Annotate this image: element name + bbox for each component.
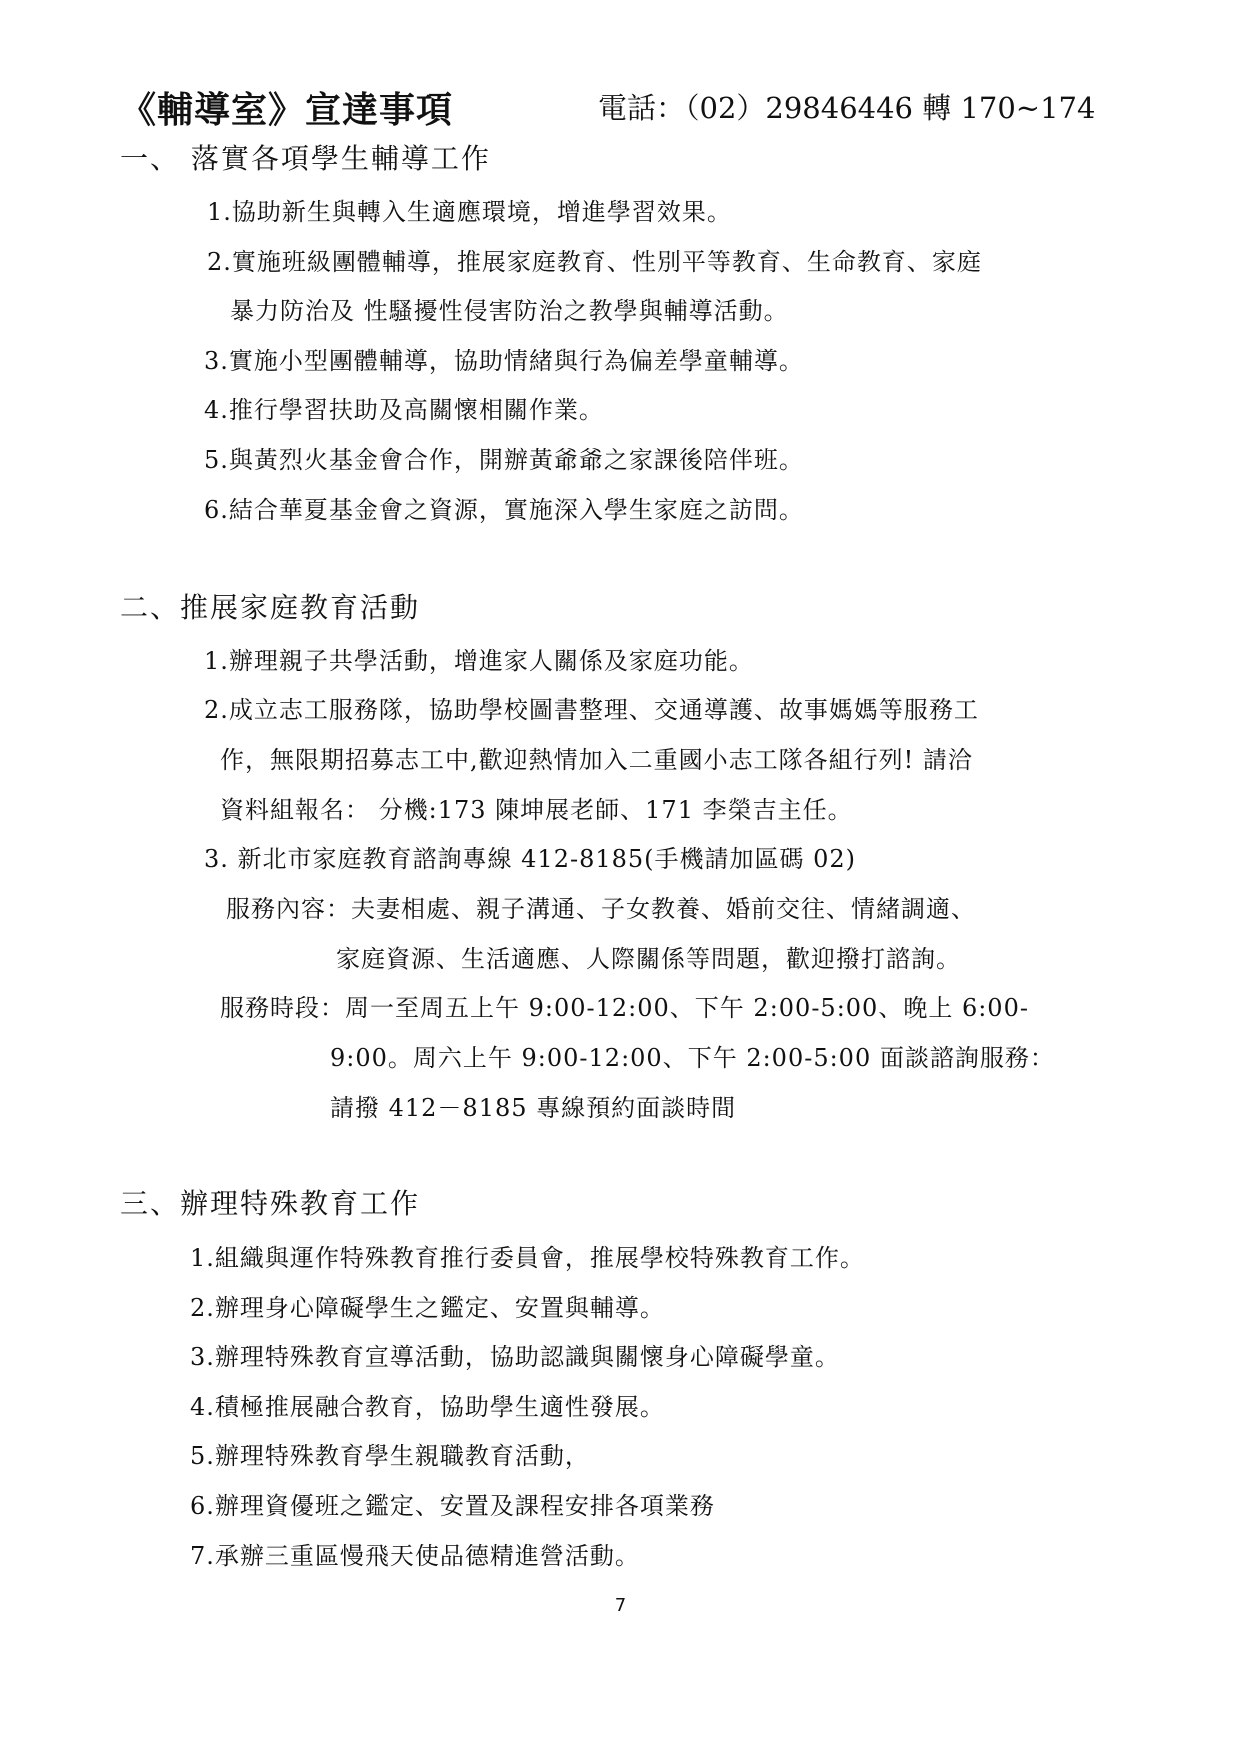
section-1-line-6: 5.與黃烈火基金會合作，開辦黃爺爺之家課後陪伴班。 (204, 446, 804, 474)
section-1-line-3: 暴力防治及 性騷擾性侵害防治之教學與輔導活動。 (230, 297, 789, 325)
section-1-line-5: 4.推行學習扶助及高關懷相關作業。 (204, 396, 604, 424)
section-1-line-1: 1.協助新生與轉入生適應環境，增進學習效果。 (207, 198, 732, 226)
section-1-line-7: 6.結合華夏基金會之資源，實施深入學生家庭之訪問。 (204, 496, 804, 524)
section-3-line-3: 3.辦理特殊教育宣導活動，協助認識與關懷身心障礙學童。 (190, 1343, 840, 1371)
section-2-line-1: 1.辦理親子共學活動，增進家人關係及家庭功能。 (204, 647, 754, 675)
section-heading-2: 二、推展家庭教育活動 (120, 591, 421, 624)
section-heading-3: 三、辦理特殊教育工作 (120, 1187, 421, 1220)
section-2-line-8: 服務時段：周一至周五上午 9:00-12:00、下午 2:00-5:00、晚上 6:00- (220, 994, 1029, 1022)
page-number: 7 (614, 1595, 627, 1616)
section-2-line-9: 9:00。周六上午 9:00-12:00、下午 2:00-5:00 面談諮詢服務： (330, 1044, 1055, 1072)
section-1-line-2: 2.實施班級團體輔導，推展家庭教育、性別平等教育、生命教育、家庭 (207, 248, 982, 276)
section-2-line-4: 資料組報名： 分機:173 陳坤展老師、171 李榮吉主任。 (220, 796, 853, 824)
section-2-line-5: 3. 新北市家庭教育諮詢專線 412-8185(手機請加區碼 02) (204, 845, 857, 873)
section-3-line-7: 7.承辦三重區慢飛天使品德精進營活動。 (190, 1542, 640, 1570)
section-2-line-2: 2.成立志工服務隊，協助學校圖書整理、交通導護、故事媽媽等服務工 (204, 696, 979, 724)
section-2-line-3: 作，無限期招募志工中,歡迎熱情加入二重國小志工隊各組行列! 請洽 (220, 746, 973, 774)
section-3-line-6: 6.辦理資優班之鑑定、安置及課程安排各項業務 (190, 1492, 715, 1520)
section-3-line-5: 5.辦理特殊教育學生親職教育活動， (190, 1442, 590, 1470)
section-3-line-4: 4.積極推展融合教育，協助學生適性發展。 (190, 1393, 665, 1421)
phone-number: 電話：（02）29846446 轉 170~174 (598, 91, 1096, 125)
section-2-line-10: 請撥 412－8185 專線預約面談時間 (330, 1094, 737, 1122)
section-1-line-4: 3.實施小型團體輔導，協助情緒與行為偏差學童輔導。 (204, 347, 804, 375)
page-title: 《輔導室》宣達事項 (120, 90, 454, 131)
section-3-line-1: 1.組織與運作特殊教育推行委員會，推展學校特殊教育工作。 (190, 1244, 865, 1272)
section-2-line-7: 家庭資源、生活適應、人際關係等問題，歡迎撥打諮詢。 (336, 945, 961, 973)
section-heading-1: 一、 落實各項學生輔導工作 (120, 142, 491, 175)
section-2-line-6: 服務內容：夫妻相處、親子溝通、子女教養、婚前交往、情緒調適、 (226, 895, 976, 923)
section-3-line-2: 2.辦理身心障礙學生之鑑定、安置與輔導。 (190, 1294, 665, 1322)
